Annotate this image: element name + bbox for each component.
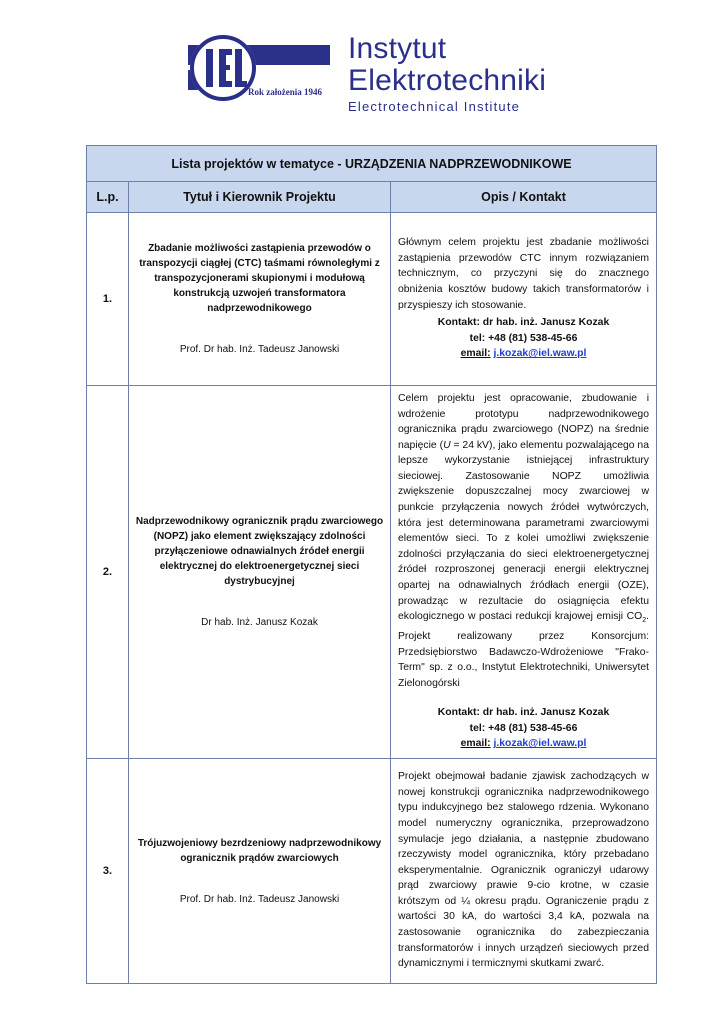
project-description: Projekt obejmował badanie zjawisk zachodzących w nowej konstrukcji ogranicznika nadprzewodnikowego typu indukcyjnego bez stalowego rdzenia. Wykonano model numeryczny ogranicznika, przeprowadzono symulacje jego działania, a następnie zbudowano rzeczywisty model ogranicznika, który przebadano eksperymentalnie. Ogranicznik ograniczył udarowy prąd zwarciowy prawie 9-cio krotne, w czasie krótszym od ¼ okresu prądu. Ograniczenie prądu z wartości 30 kA, do wartości 3,4 kA, pozwala na zastosowanie ogranicznika do zabezpieczania transformatorów i innych urządzeń sieciowych przed dynamicznymi i termicznymi skutkami zwarć. xyxy=(398,771,649,970)
column-header-desc: Opis / Kontakt xyxy=(391,182,657,213)
project-cell xyxy=(129,386,391,759)
contact-person: Kontakt: dr hab. inż. Janusz Kozak xyxy=(437,317,610,329)
institute-line-2: Elektrotechniki xyxy=(348,64,547,97)
project-lead: Dr hab. Inż. Janusz Kozak xyxy=(201,617,318,628)
project-description: Celem projektu jest opracowanie, zbudowanie i wdrożenie prototypu nadprzewodnikowego ogranicznika prądu zwarciowego (NOPZ) na średnie napięcie (U = 24 kV), jako elementu pozwalającego na lepsze wykorzystanie istniejącej infrastruktury sieciowej. Zastosowanie NOPZ umożliwia zwiększenie dopuszczalnej mocy zwarciowej w punkcie przyłączenia nowych źródeł wytwórczych, która jest determinowana parametrami zwarciowymi elementów sieci. To z kolei umożliwi zwiększenie zdolności przyłączania do sieci elektroenergetycznej źródeł rozproszonej generacji energii elektrycznej opartej na odnawialnych źródłach energii (OZE), prowadząc w rezultacie do osiągnięcia efektu ekologicznego w postaci redukcji krajowej emisji $CO_2$. Projekt realizowany przez Konsorcjum: Przedsiębiorstwo Badawczo-Wdrożeniowe "Frako-Term" sp. z o.o., Instytut Elektrotechniki, Uniwersytet Zielonogórski xyxy=(398,392,649,689)
email-link[interactable]: j.kozak@iel.waw.pl xyxy=(493,738,587,750)
projects-table xyxy=(86,145,657,984)
table-caption: Lista projektów w tematyce - URZĄDZENIA NADPRZEWODNIKOWE xyxy=(87,146,657,182)
institute-name xyxy=(348,33,546,115)
description-cell xyxy=(391,213,657,386)
project-title: Zbadanie możliwości zastąpienia przewodów o transpozycji ciągłej (CTC) taśmami równoległymi z transpozycjonerami skupionymi i modułową konstrukcją uzwojeń transformatora nadprzewodnikowego xyxy=(139,243,380,314)
project-title: Nadprzewodnikowy ogranicznik prądu zwarciowego (NOPZ) jako element zwiększający zdolności przyłączeniowe odnawialnych źródeł energii elektrycznej do elektroenergetycznej sieci dystrybucyjnej xyxy=(135,516,384,587)
institute-name-en: Electrotechnical Institute xyxy=(348,99,521,114)
contact-phone: tel: +48 (81) 538-45-66 xyxy=(469,332,578,344)
column-header-title: Tytuł i Kierownik Projektu xyxy=(129,182,391,213)
contact-phone: tel: +48 (81) 538-45-66 xyxy=(469,722,578,734)
project-description: Głównym celem projektu jest zbadanie możliwości zastąpienia przewodów CTC innym rozwiązaniem technicznym, co przyczyni się do znacznego obniżenia kosztów budowy takich transformatorów i przyspieszy ich stosowanie. xyxy=(398,237,649,311)
project-cell xyxy=(129,213,391,386)
table-row xyxy=(87,386,657,759)
table-row xyxy=(87,213,657,386)
institute-line-1: Instytut xyxy=(348,32,447,65)
email-label: email: xyxy=(460,348,491,360)
email-link[interactable]: j.kozak@iel.waw.pl xyxy=(493,348,587,360)
iel-logo xyxy=(180,33,335,103)
contact-email-line xyxy=(398,736,649,752)
project-title: Trójuzwojeniowy bezrdzeniowy nadprzewodnikowy ogranicznik prądów zwarciowych xyxy=(137,837,382,864)
project-lead: Prof. Dr hab. Inż. Tadeusz Janowski xyxy=(179,344,340,355)
contact-email-line xyxy=(398,346,649,362)
row-number: 3. xyxy=(87,759,129,984)
contact-person: Kontakt: dr hab. inż. Janusz Kozak xyxy=(437,707,610,719)
table-row xyxy=(87,759,657,984)
column-header-lp: L.p. xyxy=(87,182,129,213)
page-header xyxy=(180,33,560,113)
row-number: 2. xyxy=(87,386,129,759)
description-cell xyxy=(391,759,657,984)
project-cell xyxy=(129,759,391,984)
project-lead: Prof. Dr hab. Inż. Tadeusz Janowski xyxy=(179,893,340,905)
logo-year-text: Rok założenia 1946 xyxy=(248,87,322,97)
email-label: email: xyxy=(460,738,491,750)
description-cell xyxy=(391,386,657,759)
row-number: 1. xyxy=(87,213,129,386)
